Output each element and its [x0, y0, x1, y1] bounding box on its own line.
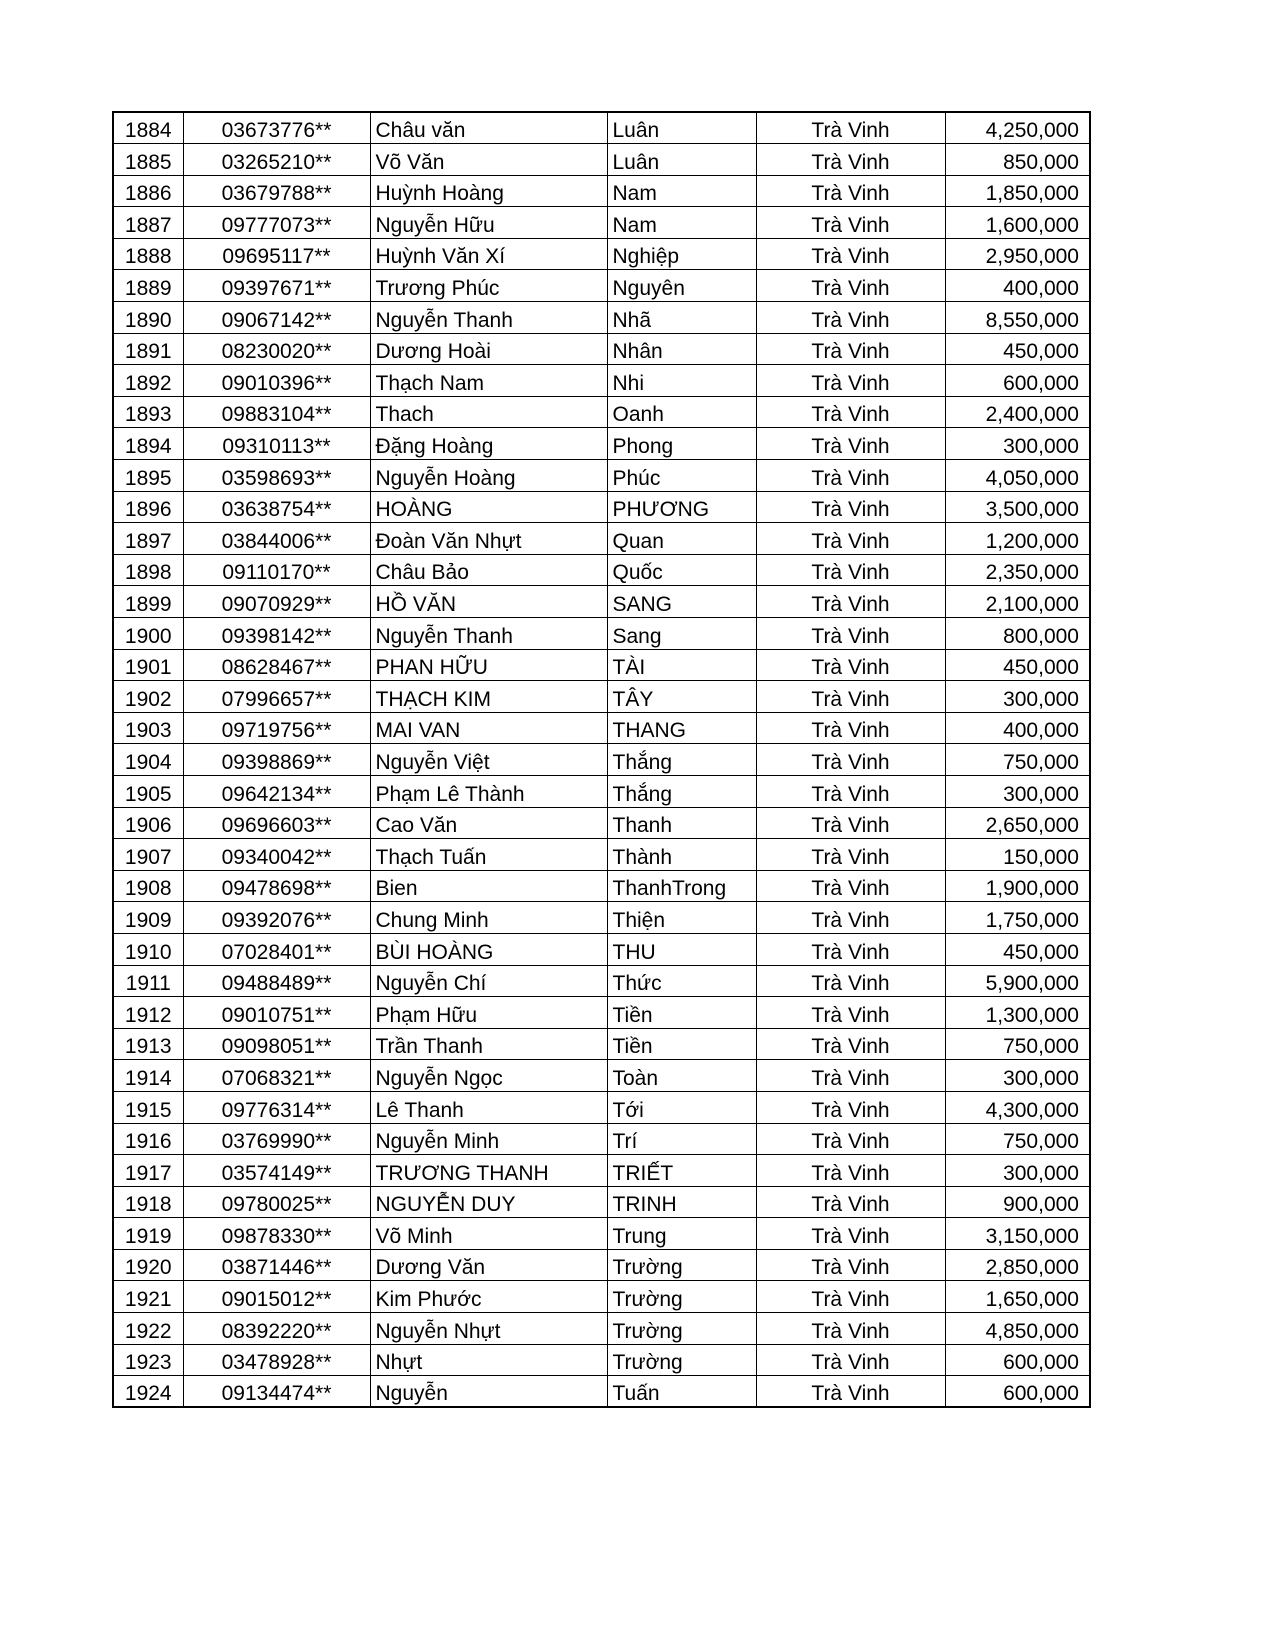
province-cell: Trà Vinh: [756, 365, 945, 397]
given-name-cell: Tuấn: [607, 1376, 756, 1408]
amount-cell: 750,000: [945, 744, 1090, 776]
amount-cell: 1,900,000: [945, 870, 1090, 902]
amount-cell: 300,000: [945, 775, 1090, 807]
phone-cell: 03844006**: [183, 523, 370, 555]
amount-cell: 750,000: [945, 1028, 1090, 1060]
given-name-cell: Thắng: [607, 744, 756, 776]
table-row: [113, 238, 1090, 270]
amount-cell: 750,000: [945, 1123, 1090, 1155]
surname-cell: Huỳnh Hoàng: [370, 175, 607, 207]
phone-cell: 09488489**: [183, 965, 370, 997]
phone-cell: 09777073**: [183, 207, 370, 239]
surname-cell: Nguyễn Chí: [370, 965, 607, 997]
province-cell: Trà Vinh: [756, 870, 945, 902]
given-name-cell: Nhã: [607, 302, 756, 334]
row-number-cell: 1902: [113, 681, 183, 713]
phone-cell: 03265210**: [183, 144, 370, 176]
phone-cell: 03478928**: [183, 1344, 370, 1376]
amount-cell: 400,000: [945, 270, 1090, 302]
given-name-cell: SANG: [607, 586, 756, 618]
row-number-cell: 1887: [113, 207, 183, 239]
surname-cell: Bien: [370, 870, 607, 902]
table-row: [113, 365, 1090, 397]
amount-cell: 450,000: [945, 333, 1090, 365]
given-name-cell: THU: [607, 933, 756, 965]
amount-cell: 1,300,000: [945, 997, 1090, 1029]
amount-cell: 1,600,000: [945, 207, 1090, 239]
given-name-cell: Phúc: [607, 460, 756, 492]
given-name-cell: Quan: [607, 523, 756, 555]
table-row: [113, 112, 1090, 144]
phone-cell: 09340042**: [183, 839, 370, 871]
phone-cell: 09015012**: [183, 1281, 370, 1313]
amount-cell: 2,400,000: [945, 396, 1090, 428]
province-cell: Trà Vinh: [756, 965, 945, 997]
surname-cell: Dương Văn: [370, 1249, 607, 1281]
row-number-cell: 1919: [113, 1218, 183, 1250]
amount-cell: 3,150,000: [945, 1218, 1090, 1250]
surname-cell: TRƯƠNG THANH: [370, 1155, 607, 1187]
province-cell: Trà Vinh: [756, 1281, 945, 1313]
given-name-cell: Thành: [607, 839, 756, 871]
donation-table: [112, 111, 1091, 1408]
given-name-cell: Sang: [607, 618, 756, 650]
row-number-cell: 1911: [113, 965, 183, 997]
surname-cell: Võ Văn: [370, 144, 607, 176]
row-number-cell: 1908: [113, 870, 183, 902]
amount-cell: 2,950,000: [945, 238, 1090, 270]
row-number-cell: 1889: [113, 270, 183, 302]
province-cell: Trà Vinh: [756, 523, 945, 555]
row-number-cell: 1884: [113, 112, 183, 144]
row-number-cell: 1910: [113, 933, 183, 965]
given-name-cell: Nghiệp: [607, 238, 756, 270]
phone-cell: 09397671**: [183, 270, 370, 302]
surname-cell: Nguyễn Thanh: [370, 302, 607, 334]
phone-cell: 09067142**: [183, 302, 370, 334]
row-number-cell: 1899: [113, 586, 183, 618]
row-number-cell: 1903: [113, 712, 183, 744]
surname-cell: Phạm Lê Thành: [370, 775, 607, 807]
table-row: [113, 681, 1090, 713]
phone-cell: 09780025**: [183, 1186, 370, 1218]
province-cell: Trà Vinh: [756, 681, 945, 713]
given-name-cell: Luân: [607, 112, 756, 144]
phone-cell: 09478698**: [183, 870, 370, 902]
table-row: [113, 1218, 1090, 1250]
surname-cell: Trương Phúc: [370, 270, 607, 302]
table-row: [113, 1344, 1090, 1376]
given-name-cell: TÀI: [607, 649, 756, 681]
phone-cell: 03673776**: [183, 112, 370, 144]
row-number-cell: 1905: [113, 775, 183, 807]
province-cell: Trà Vinh: [756, 1123, 945, 1155]
given-name-cell: Thiện: [607, 902, 756, 934]
phone-cell: 09883104**: [183, 396, 370, 428]
province-cell: Trà Vinh: [756, 586, 945, 618]
table-row: [113, 302, 1090, 334]
row-number-cell: 1920: [113, 1249, 183, 1281]
amount-cell: 300,000: [945, 1060, 1090, 1092]
surname-cell: Thach: [370, 396, 607, 428]
province-cell: Trà Vinh: [756, 460, 945, 492]
table-row: [113, 586, 1090, 618]
amount-cell: 5,900,000: [945, 965, 1090, 997]
amount-cell: 4,850,000: [945, 1313, 1090, 1345]
given-name-cell: Nhân: [607, 333, 756, 365]
row-number-cell: 1917: [113, 1155, 183, 1187]
given-name-cell: Thức: [607, 965, 756, 997]
phone-cell: 03638754**: [183, 491, 370, 523]
surname-cell: Cao Văn: [370, 807, 607, 839]
given-name-cell: PHƯƠNG: [607, 491, 756, 523]
province-cell: Trà Vinh: [756, 1060, 945, 1092]
surname-cell: Nguyễn Hoàng: [370, 460, 607, 492]
table-row: [113, 554, 1090, 586]
province-cell: Trà Vinh: [756, 1186, 945, 1218]
row-number-cell: 1885: [113, 144, 183, 176]
province-cell: Trà Vinh: [756, 302, 945, 334]
phone-cell: 07996657**: [183, 681, 370, 713]
row-number-cell: 1922: [113, 1313, 183, 1345]
table-row: [113, 1376, 1090, 1408]
row-number-cell: 1921: [113, 1281, 183, 1313]
amount-cell: 4,050,000: [945, 460, 1090, 492]
given-name-cell: Trung: [607, 1218, 756, 1250]
table-row: [113, 1313, 1090, 1345]
province-cell: Trà Vinh: [756, 238, 945, 270]
phone-cell: 09878330**: [183, 1218, 370, 1250]
phone-cell: 09110170**: [183, 554, 370, 586]
surname-cell: NGUYỄN DUY: [370, 1186, 607, 1218]
surname-cell: Nguyễn: [370, 1376, 607, 1408]
row-number-cell: 1906: [113, 807, 183, 839]
given-name-cell: Trường: [607, 1344, 756, 1376]
table-row: [113, 965, 1090, 997]
surname-cell: MAI VAN: [370, 712, 607, 744]
province-cell: Trà Vinh: [756, 1249, 945, 1281]
given-name-cell: Phong: [607, 428, 756, 460]
table-row: [113, 270, 1090, 302]
given-name-cell: Quốc: [607, 554, 756, 586]
row-number-cell: 1893: [113, 396, 183, 428]
table-row: [113, 870, 1090, 902]
table-row: [113, 744, 1090, 776]
phone-cell: 09010751**: [183, 997, 370, 1029]
table-row: [113, 1281, 1090, 1313]
table-row: [113, 1155, 1090, 1187]
given-name-cell: Thanh: [607, 807, 756, 839]
given-name-cell: TÂY: [607, 681, 756, 713]
province-cell: Trà Vinh: [756, 270, 945, 302]
province-cell: Trà Vinh: [756, 618, 945, 650]
surname-cell: Châu Bảo: [370, 554, 607, 586]
amount-cell: 800,000: [945, 618, 1090, 650]
phone-cell: 09310113**: [183, 428, 370, 460]
given-name-cell: Trí: [607, 1123, 756, 1155]
surname-cell: HOÀNG: [370, 491, 607, 523]
row-number-cell: 1913: [113, 1028, 183, 1060]
province-cell: Trà Vinh: [756, 175, 945, 207]
phone-cell: 09010396**: [183, 365, 370, 397]
table-row: [113, 807, 1090, 839]
province-cell: Trà Vinh: [756, 333, 945, 365]
given-name-cell: Tiền: [607, 997, 756, 1029]
phone-cell: 08392220**: [183, 1313, 370, 1345]
province-cell: Trà Vinh: [756, 144, 945, 176]
surname-cell: Nguyễn Thanh: [370, 618, 607, 650]
table-row: [113, 491, 1090, 523]
province-cell: Trà Vinh: [756, 396, 945, 428]
province-cell: Trà Vinh: [756, 112, 945, 144]
province-cell: Trà Vinh: [756, 839, 945, 871]
province-cell: Trà Vinh: [756, 1376, 945, 1408]
table-row: [113, 428, 1090, 460]
table-row: [113, 333, 1090, 365]
row-number-cell: 1895: [113, 460, 183, 492]
province-cell: Trà Vinh: [756, 933, 945, 965]
amount-cell: 1,750,000: [945, 902, 1090, 934]
amount-cell: 450,000: [945, 649, 1090, 681]
phone-cell: 09776314**: [183, 1091, 370, 1123]
row-number-cell: 1901: [113, 649, 183, 681]
given-name-cell: Toàn: [607, 1060, 756, 1092]
amount-cell: 8,550,000: [945, 302, 1090, 334]
province-cell: Trà Vinh: [756, 997, 945, 1029]
given-name-cell: Tiền: [607, 1028, 756, 1060]
amount-cell: 400,000: [945, 712, 1090, 744]
phone-cell: 07028401**: [183, 933, 370, 965]
province-cell: Trà Vinh: [756, 491, 945, 523]
phone-cell: 03871446**: [183, 1249, 370, 1281]
phone-cell: 09642134**: [183, 775, 370, 807]
amount-cell: 300,000: [945, 428, 1090, 460]
given-name-cell: Tới: [607, 1091, 756, 1123]
table-row: [113, 523, 1090, 555]
table-row: [113, 1060, 1090, 1092]
amount-cell: 2,850,000: [945, 1249, 1090, 1281]
phone-cell: 09695117**: [183, 238, 370, 270]
given-name-cell: ThanhTrong: [607, 870, 756, 902]
row-number-cell: 1900: [113, 618, 183, 650]
row-number-cell: 1924: [113, 1376, 183, 1408]
amount-cell: 4,300,000: [945, 1091, 1090, 1123]
row-number-cell: 1897: [113, 523, 183, 555]
surname-cell: HỒ VĂN: [370, 586, 607, 618]
phone-cell: 09398142**: [183, 618, 370, 650]
surname-cell: Đoàn Văn Nhựt: [370, 523, 607, 555]
surname-cell: PHAN HỮU: [370, 649, 607, 681]
surname-cell: Châu văn: [370, 112, 607, 144]
province-cell: Trà Vinh: [756, 649, 945, 681]
table-row: [113, 839, 1090, 871]
row-number-cell: 1916: [113, 1123, 183, 1155]
row-number-cell: 1914: [113, 1060, 183, 1092]
table-row: [113, 396, 1090, 428]
given-name-cell: Nam: [607, 207, 756, 239]
surname-cell: Nguyễn Minh: [370, 1123, 607, 1155]
surname-cell: Nhựt: [370, 1344, 607, 1376]
table-row: [113, 1123, 1090, 1155]
row-number-cell: 1891: [113, 333, 183, 365]
given-name-cell: Nhi: [607, 365, 756, 397]
table-row: [113, 460, 1090, 492]
phone-cell: 07068321**: [183, 1060, 370, 1092]
province-cell: Trà Vinh: [756, 775, 945, 807]
amount-cell: 600,000: [945, 1344, 1090, 1376]
row-number-cell: 1894: [113, 428, 183, 460]
province-cell: Trà Vinh: [756, 1218, 945, 1250]
row-number-cell: 1896: [113, 491, 183, 523]
given-name-cell: TRIẾT: [607, 1155, 756, 1187]
amount-cell: 2,350,000: [945, 554, 1090, 586]
row-number-cell: 1909: [113, 902, 183, 934]
province-cell: Trà Vinh: [756, 1344, 945, 1376]
given-name-cell: Oanh: [607, 396, 756, 428]
phone-cell: 09398869**: [183, 744, 370, 776]
given-name-cell: Nam: [607, 175, 756, 207]
surname-cell: Trần Thanh: [370, 1028, 607, 1060]
table-row: [113, 775, 1090, 807]
surname-cell: Kim Phước: [370, 1281, 607, 1313]
row-number-cell: 1904: [113, 744, 183, 776]
row-number-cell: 1886: [113, 175, 183, 207]
table-body: [113, 112, 1090, 1407]
province-cell: Trà Vinh: [756, 807, 945, 839]
amount-cell: 300,000: [945, 1155, 1090, 1187]
phone-cell: 09392076**: [183, 902, 370, 934]
surname-cell: Đặng Hoàng: [370, 428, 607, 460]
table-row: [113, 997, 1090, 1029]
province-cell: Trà Vinh: [756, 1028, 945, 1060]
amount-cell: 1,650,000: [945, 1281, 1090, 1313]
surname-cell: Thạch Tuấn: [370, 839, 607, 871]
given-name-cell: Luân: [607, 144, 756, 176]
row-number-cell: 1907: [113, 839, 183, 871]
province-cell: Trà Vinh: [756, 1091, 945, 1123]
amount-cell: 450,000: [945, 933, 1090, 965]
surname-cell: Phạm Hữu: [370, 997, 607, 1029]
province-cell: Trà Vinh: [756, 1155, 945, 1187]
phone-cell: 09134474**: [183, 1376, 370, 1408]
phone-cell: 09696603**: [183, 807, 370, 839]
table-row: [113, 649, 1090, 681]
province-cell: Trà Vinh: [756, 1313, 945, 1345]
province-cell: Trà Vinh: [756, 554, 945, 586]
surname-cell: Nguyễn Nhựt: [370, 1313, 607, 1345]
amount-cell: 600,000: [945, 365, 1090, 397]
amount-cell: 600,000: [945, 1376, 1090, 1408]
phone-cell: 03598693**: [183, 460, 370, 492]
row-number-cell: 1915: [113, 1091, 183, 1123]
surname-cell: BÙI HOÀNG: [370, 933, 607, 965]
surname-cell: Võ Minh: [370, 1218, 607, 1250]
amount-cell: 1,850,000: [945, 175, 1090, 207]
table-row: [113, 712, 1090, 744]
row-number-cell: 1912: [113, 997, 183, 1029]
table-row: [113, 933, 1090, 965]
given-name-cell: Nguyên: [607, 270, 756, 302]
amount-cell: 900,000: [945, 1186, 1090, 1218]
surname-cell: Nguyễn Ngọc: [370, 1060, 607, 1092]
province-cell: Trà Vinh: [756, 428, 945, 460]
table-row: [113, 1028, 1090, 1060]
given-name-cell: THANG: [607, 712, 756, 744]
surname-cell: Dương Hoài: [370, 333, 607, 365]
amount-cell: 3,500,000: [945, 491, 1090, 523]
given-name-cell: Trường: [607, 1249, 756, 1281]
surname-cell: Thạch Nam: [370, 365, 607, 397]
phone-cell: 03679788**: [183, 175, 370, 207]
row-number-cell: 1890: [113, 302, 183, 334]
row-number-cell: 1923: [113, 1344, 183, 1376]
phone-cell: 09098051**: [183, 1028, 370, 1060]
surname-cell: Nguyễn Việt: [370, 744, 607, 776]
province-cell: Trà Vinh: [756, 902, 945, 934]
phone-cell: 08230020**: [183, 333, 370, 365]
table-row: [113, 902, 1090, 934]
surname-cell: Nguyễn Hữu: [370, 207, 607, 239]
surname-cell: Huỳnh Văn Xí: [370, 238, 607, 270]
amount-cell: 4,250,000: [945, 112, 1090, 144]
province-cell: Trà Vinh: [756, 207, 945, 239]
amount-cell: 2,100,000: [945, 586, 1090, 618]
surname-cell: THẠCH KIM: [370, 681, 607, 713]
table-row: [113, 1249, 1090, 1281]
phone-cell: 09719756**: [183, 712, 370, 744]
phone-cell: 08628467**: [183, 649, 370, 681]
given-name-cell: Trường: [607, 1281, 756, 1313]
amount-cell: 150,000: [945, 839, 1090, 871]
province-cell: Trà Vinh: [756, 744, 945, 776]
table-row: [113, 175, 1090, 207]
phone-cell: 03769990**: [183, 1123, 370, 1155]
given-name-cell: TRINH: [607, 1186, 756, 1218]
row-number-cell: 1898: [113, 554, 183, 586]
amount-cell: 1,200,000: [945, 523, 1090, 555]
amount-cell: 850,000: [945, 144, 1090, 176]
phone-cell: 03574149**: [183, 1155, 370, 1187]
given-name-cell: Thắng: [607, 775, 756, 807]
table-row: [113, 207, 1090, 239]
table-row: [113, 618, 1090, 650]
table-row: [113, 144, 1090, 176]
surname-cell: Lê Thanh: [370, 1091, 607, 1123]
row-number-cell: 1918: [113, 1186, 183, 1218]
amount-cell: 2,650,000: [945, 807, 1090, 839]
province-cell: Trà Vinh: [756, 712, 945, 744]
row-number-cell: 1892: [113, 365, 183, 397]
surname-cell: Chung Minh: [370, 902, 607, 934]
table-row: [113, 1091, 1090, 1123]
row-number-cell: 1888: [113, 238, 183, 270]
phone-cell: 09070929**: [183, 586, 370, 618]
table-row: [113, 1186, 1090, 1218]
given-name-cell: Trường: [607, 1313, 756, 1345]
amount-cell: 300,000: [945, 681, 1090, 713]
